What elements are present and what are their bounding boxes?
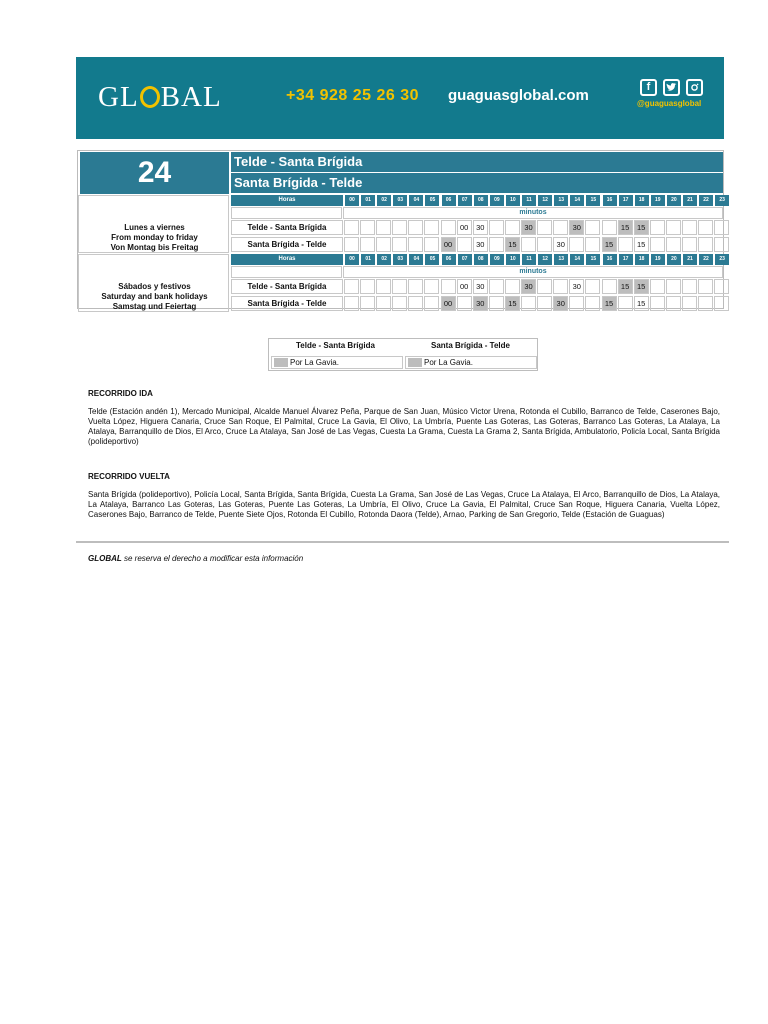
hour-cell: 05 (425, 195, 439, 206)
hour-cell: 22 (699, 254, 713, 265)
footer-note (88, 554, 303, 563)
hour-cell: 13 (554, 195, 568, 206)
day-type-line: Sábados y festivos (118, 282, 191, 291)
minute-cell (489, 220, 504, 235)
hour-cell: 09 (490, 254, 504, 265)
minute-cell (650, 296, 665, 311)
minute-cell: 15 (634, 220, 649, 235)
minute-cell (424, 220, 439, 235)
route-number: 24 (80, 152, 229, 194)
minute-cell (457, 296, 472, 311)
direction-label: Santa Brígida - Telde (231, 296, 343, 311)
minute-cell (682, 220, 697, 235)
hour-cell: 00 (345, 195, 359, 206)
hour-cell: 03 (393, 195, 407, 206)
minute-cell (698, 237, 713, 252)
legend-col2-title: Santa Brígida - Telde (431, 341, 510, 350)
hour-cell: 22 (699, 195, 713, 206)
header-banner (76, 57, 724, 139)
website-link[interactable]: guaguasglobal.com (448, 87, 589, 104)
hour-cell: 14 (570, 254, 584, 265)
hour-cell: 07 (458, 254, 472, 265)
minute-cell: 30 (569, 220, 584, 235)
minute-cell (698, 220, 713, 235)
minute-cell (408, 220, 423, 235)
grey-swatch (274, 358, 288, 367)
minute-cell (682, 279, 697, 294)
minute-cell (537, 220, 552, 235)
phone-number[interactable]: +34 928 25 26 30 (286, 87, 420, 104)
minute-cell (666, 237, 681, 252)
direction-label: Santa Brígida - Telde (231, 237, 343, 252)
minute-cell (344, 237, 359, 252)
twitter-icon[interactable] (663, 79, 680, 96)
hour-cell: 10 (506, 195, 520, 206)
legend-table (268, 338, 538, 371)
minute-cell (424, 279, 439, 294)
hour-cell: 23 (715, 195, 729, 206)
hour-cell: 18 (635, 254, 649, 265)
hour-cell: 09 (490, 195, 504, 206)
direction-label: Telde - Santa Brígida (231, 279, 343, 294)
hour-cell: 08 (474, 254, 488, 265)
hour-cell: 13 (554, 254, 568, 265)
minute-cell: 30 (569, 279, 584, 294)
hour-cell: 21 (683, 254, 697, 265)
minute-cell (344, 279, 359, 294)
minute-cell (489, 279, 504, 294)
minute-cell (457, 237, 472, 252)
minute-cell (650, 279, 665, 294)
minute-cell (553, 220, 568, 235)
minute-cell (537, 296, 552, 311)
hours-label: Horas (231, 254, 343, 265)
day-type-line: Von Montag bis Freitag (110, 243, 199, 252)
minute-cell: 30 (521, 279, 536, 294)
minute-cell (376, 279, 391, 294)
schedule-row (231, 220, 730, 235)
minute-cell (698, 296, 713, 311)
minute-cell (618, 237, 633, 252)
minute-cell (666, 296, 681, 311)
minute-cell (441, 220, 456, 235)
minute-cell (344, 296, 359, 311)
minute-cell (360, 220, 375, 235)
minute-cell: 15 (602, 296, 617, 311)
hour-cell: 14 (570, 195, 584, 206)
hour-cell: 15 (586, 254, 600, 265)
hour-cell: 18 (635, 195, 649, 206)
minute-cell (360, 279, 375, 294)
minute-cell: 30 (521, 220, 536, 235)
hour-cell: 20 (667, 254, 681, 265)
hour-cell: 21 (683, 195, 697, 206)
hour-cell: 01 (361, 195, 375, 206)
minute-cell (585, 296, 600, 311)
minute-cell (489, 237, 504, 252)
schedule-row (231, 237, 730, 252)
global-logo[interactable] (98, 81, 222, 114)
minute-cell (505, 279, 520, 294)
minute-cell: 30 (473, 296, 488, 311)
minute-cell (376, 237, 391, 252)
logo-o-icon (140, 86, 160, 108)
hour-cell: 07 (458, 195, 472, 206)
minute-cell (569, 237, 584, 252)
hour-cell: 00 (345, 254, 359, 265)
hour-cell: 05 (425, 254, 439, 265)
recorrido-ida-title: RECORRIDO IDA (88, 389, 153, 398)
minute-cell (650, 237, 665, 252)
minute-cell (360, 296, 375, 311)
logo-text-end: BAL (160, 81, 222, 113)
minute-cell (537, 237, 552, 252)
hour-cell: 19 (651, 254, 665, 265)
legend-col1-text: Por La Gavia. (290, 358, 339, 367)
minute-cell: 30 (553, 296, 568, 311)
footer-brand: GLOBAL (88, 554, 122, 563)
hours-row (231, 254, 731, 265)
minute-cell (441, 279, 456, 294)
minute-cell (714, 279, 729, 294)
minute-cell (698, 279, 713, 294)
minute-cell: 00 (457, 220, 472, 235)
minute-cell (392, 296, 407, 311)
minute-cell (618, 296, 633, 311)
facebook-icon[interactable]: f (640, 79, 657, 96)
minute-cell (569, 296, 584, 311)
minute-cell (344, 220, 359, 235)
minute-cell (666, 279, 681, 294)
hours-row (231, 195, 731, 206)
legend-col2-item (405, 356, 537, 369)
hour-cell: 11 (522, 254, 536, 265)
minute-cell: 15 (634, 279, 649, 294)
recorrido-vuelta-text: Santa Brígida (polideportivo), Policía Local, Santa Brígida, Santa Brígida, Cuesta La Grama, San José de Las Vegas, Cruce La Atalaya, El Arco, Barranquillo de Dios, La Atalaya, La Atalaya, Barranco Las Goteras, Las Goteras, Puente Las Goteras, La Umbría, El Olivo, Cruce La Gavia, El Palmital, Cruce San Roque, Higuera Canaria, Vuelta López, Caserones Bajo, Barranco de Telde, Puente Siete Ojos, Rotonda El Cubillo, Rotonda Daora (Telde), Arnao, Parking de San Gregorio, Telde (Estación de Guaguas) (88, 490, 720, 519)
logo-text-start: GL (98, 81, 139, 113)
minute-cell: 30 (473, 279, 488, 294)
minute-cell (521, 237, 536, 252)
divider (76, 541, 729, 543)
hour-cell: 23 (715, 254, 729, 265)
minute-cell (408, 237, 423, 252)
hour-cell: 12 (538, 195, 552, 206)
minute-cell (602, 220, 617, 235)
hour-cell: 04 (409, 254, 423, 265)
legend-col2-text: Por La Gavia. (424, 358, 473, 367)
minute-cell (585, 237, 600, 252)
minute-cell (505, 220, 520, 235)
minute-cell (408, 296, 423, 311)
minute-cell (714, 237, 729, 252)
blank-cell (231, 207, 342, 219)
minute-cell: 30 (553, 237, 568, 252)
minute-cell (682, 237, 697, 252)
minute-cell (392, 237, 407, 252)
day-type-line: Saturday and bank holidays (101, 292, 208, 301)
minute-cell (521, 296, 536, 311)
hour-cell: 16 (603, 254, 617, 265)
hour-cell: 11 (522, 195, 536, 206)
minute-cell: 15 (618, 279, 633, 294)
direction-label: Telde - Santa Brígida (231, 220, 343, 235)
day-type-label (80, 282, 229, 312)
minute-cell: 30 (473, 237, 488, 252)
minute-cell (602, 279, 617, 294)
minute-cell (537, 279, 552, 294)
hour-cell: 16 (603, 195, 617, 206)
day-type-line: Lunes a viernes (124, 223, 185, 232)
minute-cell (376, 296, 391, 311)
minute-cell (714, 220, 729, 235)
minute-cell: 15 (618, 220, 633, 235)
day-type-label (80, 223, 229, 253)
grey-swatch (408, 358, 422, 367)
hour-cell: 17 (619, 254, 633, 265)
hour-cell: 20 (667, 195, 681, 206)
minute-cell (714, 296, 729, 311)
hours-label: Horas (231, 195, 343, 206)
hour-cell: 02 (377, 254, 391, 265)
minute-cell: 00 (441, 237, 456, 252)
minute-cell: 15 (505, 296, 520, 311)
minute-cell (392, 279, 407, 294)
minute-cell (666, 220, 681, 235)
hour-cell: 12 (538, 254, 552, 265)
minute-cell (489, 296, 504, 311)
minute-cell (650, 220, 665, 235)
minute-cell (376, 220, 391, 235)
legend-col1-item (271, 356, 403, 369)
instagram-icon[interactable] (686, 79, 703, 96)
minute-cell: 30 (473, 220, 488, 235)
recorrido-vuelta-title: RECORRIDO VUELTA (88, 472, 170, 481)
minute-cell: 15 (505, 237, 520, 252)
hour-cell: 06 (442, 195, 456, 206)
route-title-return: Santa Brígida - Telde (231, 173, 723, 193)
footer-text: se reserva el derecho a modificar esta información (121, 554, 304, 563)
minute-cell: 15 (634, 237, 649, 252)
hour-cell: 06 (442, 254, 456, 265)
legend-col1-title: Telde - Santa Brígida (296, 341, 375, 350)
social-handle[interactable]: @guaguasglobal (637, 99, 702, 108)
minute-cell (585, 279, 600, 294)
minutes-label: minutos (343, 266, 723, 278)
schedule-row (231, 296, 730, 311)
minute-cell (392, 220, 407, 235)
hour-cell: 01 (361, 254, 375, 265)
minute-cell (682, 296, 697, 311)
minute-cell (360, 237, 375, 252)
hour-cell: 03 (393, 254, 407, 265)
minute-cell (408, 279, 423, 294)
recorrido-ida-text: Telde (Estación andén 1), Mercado Municipal, Alcalde Manuel Álvarez Peña, Parque de San Juan, Músico Victor Urena, Rotonda el Cubillo, Barranco de Telde, Caserones Bajo, Vuelta López, Higuera Canaria, Cruce San Roque, El Palmital, Cruce La Gavia, El Olivo, La Umbría, Puente Las Goteras, Las Goteras, Barranco Las Goteras, La Atalaya, La Atalaya, Barranquillo de Dios, El Arco, Cruce La Atalaya, San José de Las Vegas, Cuesta La Grama, Cuesta La Grama 2, Santa Brígida, Ambulatorio, Policía Local, Santa Brígida (polideportivo) (88, 407, 720, 446)
day-type-line: From monday to friday (111, 233, 198, 242)
hour-cell: 02 (377, 195, 391, 206)
hour-cell: 15 (586, 195, 600, 206)
day-type-line: Samstag und Feiertag (112, 302, 197, 311)
social-icons (640, 79, 703, 96)
minute-cell (585, 220, 600, 235)
hour-cell: 19 (651, 195, 665, 206)
hour-cell: 10 (506, 254, 520, 265)
blank-cell (231, 266, 342, 278)
minute-cell (553, 279, 568, 294)
minute-cell (424, 296, 439, 311)
hour-cell: 17 (619, 195, 633, 206)
schedule-row (231, 279, 730, 294)
minute-cell: 00 (441, 296, 456, 311)
minute-cell (424, 237, 439, 252)
hour-cell: 08 (474, 195, 488, 206)
minute-cell: 15 (634, 296, 649, 311)
minutes-label: minutos (343, 207, 723, 219)
minute-cell: 15 (602, 237, 617, 252)
minute-cell: 00 (457, 279, 472, 294)
hour-cell: 04 (409, 195, 423, 206)
route-title-outbound: Telde - Santa Brígida (231, 152, 723, 172)
